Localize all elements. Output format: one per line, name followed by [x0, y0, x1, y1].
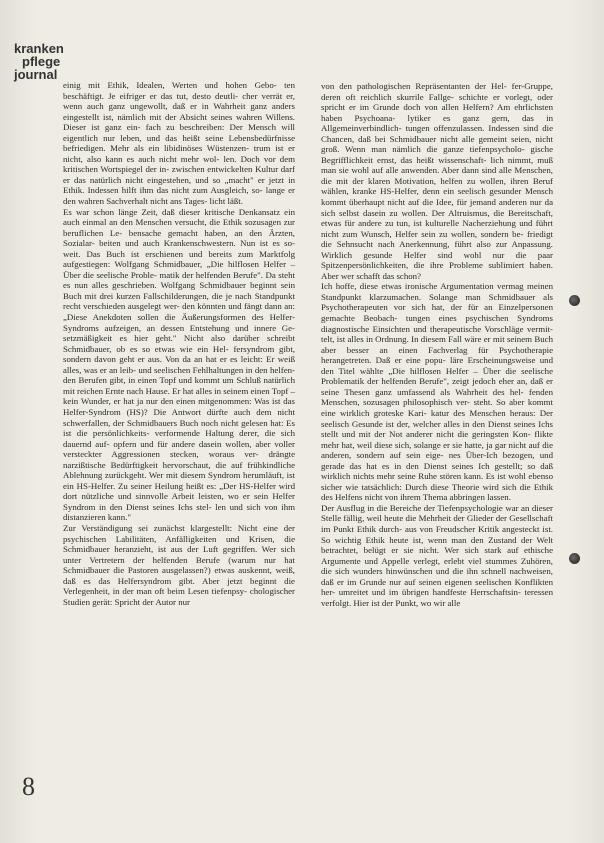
article-column-right: [321, 81, 553, 821]
binder-hole-icon: [569, 553, 580, 564]
paragraph: Der Ausflug in die Bereiche der Tiefenpsychologie war an dieser Stelle fällig, weil heute die Mehrheit der Glieder der Gesellschaft im Punkt Ethik durch- aus von Freudscher Kritik angesteckt ist. So wichtig Ethik heute ist, wenn man den Zustand der Welt betrachtet, belügt er sie nicht. Wer sich stark auf ethische Argumente und Appelle verlegt, erlebt viel stummes Zuhören, die sich wunders hinwünschen und die ihn schnell nachweisen, daß er im Grunde nur auf seinen eigenen seelischen Konflikten her- umreitet und im übrigen handfeste Herrschaftsin- teressen verfolgt. Hier ist der Punkt, wo wir alle: [321, 502, 553, 608]
paragraph: Es war schon länge Zeit, daß dieser kritische Denkansatz ein auch einmal an den Menschen versucht, die Ethik sozusagen zur beruflichen Le- bensache gemacht haben, an den Ärzten, Sozialar- beiten und auch Krankenschwestern. Nun ist es so- weit. Das Buch ist erschienen und bereits zum Marktfolg aufgestiegen: Wolfgang Schmidbauer, „Die hilflosen Helfer – Über die seelische Proble- matik der helfenden Berufe". Da steht es nun alles geschrieben. Wolfgang Schmidbauer beginnt sein Buch mit drei kurzen Fallschilderungen, die je nach Standpunkt recht verschieden ausgelegt wer- den könnten und fängt dann an: „Diese Anekdoten sollen die Äußerungsformen des Helfer-Syndroms aufzeigen, an dessen Entstehung und innere Ge- setzmäßigkeit es hier geht." Nicht also darüber schreibt Schmidbauer, ob es so etwas wie ein Hel- fersyndrom gibt, sondern davon geht er aus. Von da an hat er es leicht: Er weiß alles, was er an leib- und seelischen Fehlhaltungen in den helfen- den Berufen gibt, in einen Topf und kommt um Schluß natürlich mit reichen Ernte nach Hause. Er hat alles in seinem einen Topf – kein Wunder, er hat ja nur den einen mitgenommen: Was ist das Helfer-Syndrom (HS)? Die Antwort dürfte auch dem nicht schwerfallen, der Schmidbauers Buch noch nicht gelesen hat: Es ist die persönlichkeits- verformende Haltung derer, die sich dauernd auf- opfern und für andere dasein wollen, aber voller versteckter Aggressionen stecken, woraus ver- drängte narzißtische Bedürftigkeit hervorschaut, die auf frühkindliche Ablehnung zurückgeht. Wer mit diesem Syndrom herumläuft, ist ein HS-Helfer. Zu seiner Heilung heißt es: „Der HS-Helfer wird dort nützliche und sinnvolle Arbeit leisten, wo er sein Helfer Syndrom in den Dienst seines Ichs stel- len und sich von ihm distanzieren kann.": [63, 206, 295, 523]
paragraph: einig mit Ethik, Idealen, Werten und hohen Gebo- ten beschäftigt. Je eifriger er das tut, desto deutli- cher verrät er, wenn auch ganz ungewollt, daß er in Wahrheit ganz anders eingestellt ist, nämlich mit der Absicht seines wahren Willens. Dieser ist ganz ein- fach zu beschreiben: Der Mensch will eigentlich nur leben, und das heißt seine Lebensbedürfnisse befriedigen. Mehr als ein libidinöses Wüstenzen- trum ist er nicht, also kann es auch nicht mehr wol- len. Doch vor dem kritischen Wortspiegel der in- zwischen entwickelten Kultur darf er das natürlich nicht eingestehen, und so „macht" er jetzt in Ethik. Indessen hilft ihm das nicht zum Ausgleich, so- lange er den wahren Sachverhalt nicht ans Tages- licht läßt.: [63, 80, 295, 207]
paragraph: von den pathologischen Repräsentanten der Hel- fer-Gruppe, deren oft reichlich skurrile Fallge- schichte er vorlegt, oder spricht er im Grunde doch von allen Helfern? Am ehrlichsten haben Psychoana- lytiker es ganz gern, das in Allgemeinverbindlich- tungen offenzulassen. Indessen sind die Chancen, daß bei Schmidbauer nicht alle gemeint seien, nicht groß. Wenn man nämlich die ganze tiefenpsycholo- gische Begrifflichkeit ernst, das heißt wissenschaft- lich nimmt, muß man sie wohl auf alle anwenden. Aber dann sind alle Menschen, die mit der klaren Motivation, helfen zu wollen, ihren Beruf wählen, kranke HS-Helfer, denn ein seelisch gesunder Mensch kommt überhaupt nicht auf die Idee, für jemand anderen nur da sich selbst dasein zu wollen. Der Altruismus, die Bereitschaft, etwas für andere zu tun, ist kulturelle Nacherziehung und führt nicht zum Wunsch, Helfer sein zu wollen, sondern be- friedigt die Sehnsucht nach Anerkennung, führt also zur Anpassung. Wirklich gesunde Helfer sind wohl nur die paar Spitzenpersönlichkeiten, die ihre Probleme sublimiert haben. Aber wer schafft das schon?: [321, 81, 553, 281]
masthead-line-kranken: kranken: [14, 41, 64, 56]
paragraph: Zur Verständigung sei zunächst klargestellt: Nicht eine der psychischen Labilitäten, Anfälligkeiten und Krisen, die Schmidbauer heranzieht, ist aus der Luft gegriffen. Wer sich unter Vertretern der helfenden Berufe (warum nur hat Schmidbauer die Pastoren ausgelassen?) etwas auskennt, weiß, daß es das Helfersyndrom gibt. Aber jetzt beginnt die Verlegenheit, in der man oft beim Lesen tiefenpsy- chologischer Studien gerät: Spricht der Autor nur: [63, 522, 295, 607]
page-number: 8: [22, 772, 35, 801]
journal-masthead: [12, 42, 74, 81]
article-column-left: [63, 80, 295, 780]
masthead-line-journal: journal: [14, 67, 58, 82]
paragraph: Ich hoffe, diese etwas ironische Argumentation vermag meinen Standpunkt klarzumachen. Solange man Schmidbauer als Psychotherapeuten vor sich hat, der für an Einzelpersonen gemachte Beobach- tungen eines psychischen Syndroms diagnostische Einsichten und therapeutische Vorschläge vermit- telt, ist alles in Ordnung. In diesem Fall wäre er mit seinem Buch aber besser an einen Fachverlag für Psychotherapie herangetreten. Daß er eine popu- läre Erscheinungsweise und den Titel wählte „Die hilflosen Helfer – Über die seelische Problematik der helfenden Berufe", zeigt jedoch eher an, daß er seine Thesen ganz umfassend als Wahrheit des hel- fenden Menschen, sozusagen philosophisch ver- steht. So aber kommt eine wirklich groteske Kari- katur des Menschen heraus: Der seelisch Gesunde ist der, welcher alles in den Dienst seines Ichs stellt und mit der Not anderer nicht die geringsten Kon- flikte mehr hat, weil diese sich, solange er sie hatte, ja gar nicht auf die anderen, sondern auf sein eige- nes Über-Ich bezogen, und gerade das hat es in den Dienst seines Ich gestellt; so daß wirklich nichts mehr seine Ruhe stören kann. Es ist wohl ebenso sicher wie tatsächlich: Durch diese Theorie wird sich die Ethik des Helfens nicht von ihrem Thema abbringen lassen.: [321, 281, 553, 503]
masthead-line-pflege: pflege: [22, 54, 61, 69]
binder-hole-icon: [569, 295, 580, 306]
